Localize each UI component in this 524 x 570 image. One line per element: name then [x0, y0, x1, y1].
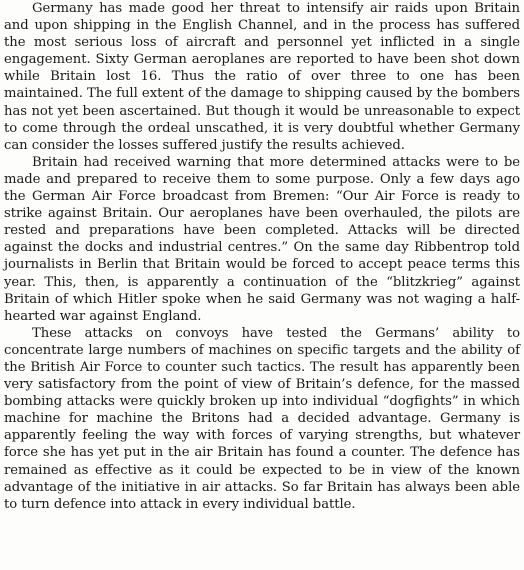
article-paragraph-2: Britain had received warning that more determined attacks were to be made and prepared to receive them to some purpose. Only a few days ago the German Air Force broadcast from Bremen: “Our Air Force is ready to strike against Britain. Our aeroplanes have been overhauled, the pilots are rested and preparations have been completed. Attacks will be directed against the docks and industrial centres.” On the same day Ribbentrop told journalists in Berlin that Britain would be forced to accept peace terms this year. This, then, is apparently a continuation of the “blitzkrieg” against Britain of which Hitler spoke when he said Germany was not waging a half-hearted war against England.	[4, 154, 520, 324]
article-paragraph-1: Germany has made good her threat to intensify air raids upon Britain and upon shipping in the English Channel, and in the process has suffered the most serious loss of aircraft and personnel yet inflicted in a single engagement. Sixty German aeroplanes are reported to have been shot down while Britain lost 16. Thus the ratio of over three to one has been maintained. The full extent of the damage to shipping caused by the bombers has not yet been ascertained. But though it would be unreasonable to expect to come through the ordeal unscathed, it is very doubtful whether Germany can consider the losses suffered justify the results achieved.	[4, 1, 520, 153]
article-paragraph-3: These attacks on convoys have tested the Germans’ ability to concentrate large numbers of machines on specific targets and the ability of the British Air Force to counter such tactics. The result has apparently been very satisfactory from the point of view of Britain’s defence, for the massed bombing attacks were quickly broken up into individual “dogfights” in which machine for machine the Britons had a decided advantage. Germany is apparently feeling the way with forces of varying strengths, but whatever force she has yet put in the air Britain has found a counter. The defence has remained as effective as it could be expected to be in view of the known advantage of the initiative in air attacks. So far Britain has always been able to turn defence into attack in every individual battle.	[4, 325, 520, 512]
newspaper-article	[4, 0, 520, 513]
